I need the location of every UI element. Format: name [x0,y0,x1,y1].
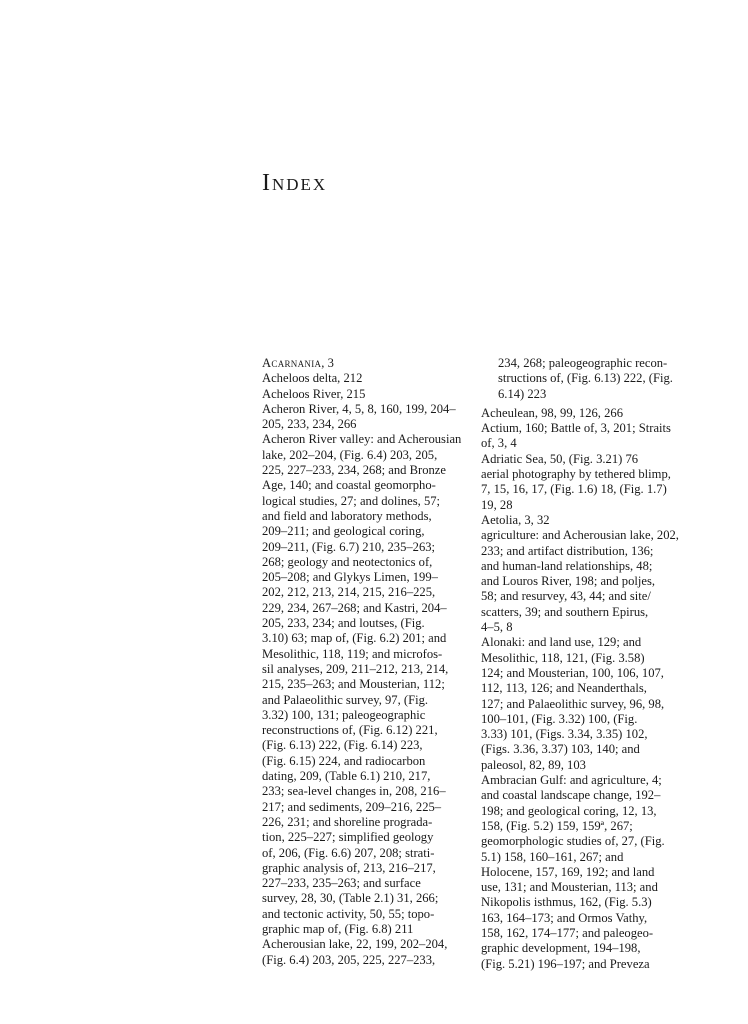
index-entry-line: lake, 202–204, (Fig. 6.4) 203, 205, [262,447,438,462]
index-entry [481,513,697,528]
index-entry-line: 209–211; and geological coring, [262,524,425,539]
index-entry-line: Acheloos delta, 212 [262,371,363,386]
index-entry [262,356,477,371]
index-entry-line: 3.33) 101, (Figs. 3.34, 3.35) 102, [481,727,648,742]
index-entry-line: geomorphologic studies of, 27, (Fig. [481,834,665,849]
index-entry-line: and field and laboratory methods, [262,508,432,523]
index-entry-line: (Fig. 6.4) 203, 205, 225, 227–233, [262,952,436,967]
index-entry-line: 233; sea-level changes in, 208, 216– [262,784,446,799]
index-entry-line: aerial photography by tethered blimp, [481,467,671,482]
index-entry-line: structions of, (Fig. 6.13) 222, (Fig. [498,371,673,386]
index-entry-line: and Palaeolithic survey, 97, (Fig. [262,692,429,707]
index-entry-line: Aetolia, 3, 32 [481,512,550,527]
page-title: Index [262,170,328,196]
index-entry-line: Actium, 160; Battle of, 3, 201; Straits [481,421,671,436]
index-entry-line: 158, 162, 174–177; and paleogeo- [481,925,654,940]
index-entry [481,528,697,635]
index-entry-line: and Louros River, 198; and poljes, [481,574,656,589]
index-entry-line: 198; and geological coring, 12, 13, [481,803,657,818]
index-entry-line: 3.10) 63; map of, (Fig. 6.2) 201; and [262,631,447,646]
index-entry-line: 226, 231; and shoreline prograda- [262,814,433,829]
index-entry-line: 215, 235–263; and Mousterian, 112; [262,677,445,692]
index-entry [262,387,477,402]
index-entry-line: 112, 113, 126; and Neanderthals, [481,681,647,696]
index-entry-line: Acherousian lake, 22, 199, 202–204, [262,937,448,952]
index-entry-line: 7, 15, 16, 17, (Fig. 1.6) 18, (Fig. 1.7) [481,482,667,497]
index-entry-line: 225, 227–233, 234, 268; and Bronze [262,463,446,478]
index-entry-line: Alonaki: and land use, 129; and [481,635,642,650]
index-entry-line: Acheron River valley: and Acherousian [262,432,462,447]
index-entry-line: (Fig. 6.15) 224, and radiocarbon [262,753,426,768]
index-entry-line: 227–233, 235–263; and surface [262,876,421,891]
index-entry-line: dating, 209, (Table 6.1) 210, 217, [262,769,431,784]
index-column-right [481,356,697,972]
index-entry-line: 205, 233, 234, 266 [262,417,357,432]
index-entry-line: 209–211, (Fig. 6.7) 210, 235–263; [262,539,436,554]
index-entry [262,371,477,386]
index-entry-line: Adriatic Sea, 50, (Fig. 3.21) 76 [481,451,639,466]
index-entry-line: 100–101, (Fig. 3.32) 100, (Fig. [481,711,638,726]
index-entry-line: paleosol, 82, 89, 103 [481,757,586,772]
index-entry-line: graphic development, 194–198, [481,941,641,956]
index-entry-line: 205–208; and Glykys Limen, 199– [262,570,438,585]
index-entry-line: (Fig. 6.13) 222, (Fig. 6.14) 223, [262,738,423,753]
index-entry-continuation [481,356,697,402]
index-entry-line: Mesolithic, 118, 121, (Fig. 3.58) [481,650,645,665]
index-entry-line: agriculture: and Acherousian lake, 202, [481,528,679,543]
index-entry-line: Age, 140; and coastal geomorpho- [262,478,436,493]
index-entry-line: Acarnania, 3 [262,356,334,370]
index-entry-line: 158, (Fig. 5.2) 159, 159ª, 267; [481,818,633,833]
index-entry [481,467,697,513]
index-entry [481,421,697,452]
index-entry-line: 163, 164–173; and Ormos Vathy, [481,910,648,925]
index-entry-line: survey, 28, 30, (Table 2.1) 31, 266; [262,891,439,906]
index-entry-line: 268; geology and neotectonics of, [262,554,433,569]
index-entry-line: Acheron River, 4, 5, 8, 160, 199, 204– [262,401,456,416]
index-entry-line: Acheulean, 98, 99, 126, 266 [481,405,623,420]
index-entry-line: 3.32) 100, 131; paleogeographic [262,707,426,722]
index-entry-line: 205, 233, 234; and loutses, (Fig. [262,616,425,631]
index-entry-line: 202, 212, 213, 214, 215, 216–225, [262,585,436,600]
index-entry-line: and tectonic activity, 50, 55; topo- [262,906,435,921]
index-entry-line: and coastal landscape change, 192– [481,788,661,803]
index-entry-line: 4–5, 8 [481,620,513,635]
index-column-left [262,356,477,968]
index-entry-line: sil analyses, 209, 211–212, 213, 214, [262,661,449,676]
index-entry-line: 58; and resurvey, 43, 44; and site/ [481,589,651,604]
index-entry [262,937,477,968]
index-entry-line: and human-land relationships, 48; [481,558,653,573]
index-entry-line: logical studies, 27; and dolines, 57; [262,493,441,508]
index-entry [481,406,697,421]
index-entry-line: Nikopolis isthmus, 162, (Fig. 5.3) [481,895,652,910]
index-entry-line: 5.1) 158, 160–161, 267; and [481,849,624,864]
index-entry [481,452,697,467]
index-entry-line: graphic analysis of, 213, 216–217, [262,860,436,875]
index-entry-line: of, 206, (Fig. 6.6) 207, 208; strati- [262,845,435,860]
index-entry-line: 233; and artifact distribution, 136; [481,543,654,558]
index-entry [262,402,477,433]
index-entry [481,635,697,773]
index-entry-line: 19, 28 [481,497,513,512]
index-entry-line: Mesolithic, 118, 119; and microfos- [262,646,443,661]
index-entry-line: 234, 268; paleogeographic recon- [498,356,668,370]
index-entry-line: Holocene, 157, 169, 192; and land [481,864,655,879]
index-entry-line: scatters, 39; and southern Epirus, [481,604,649,619]
index-entry [481,773,697,972]
index-entry-line: Acheloos River, 215 [262,386,366,401]
index-entry-line: 217; and sediments, 209–216, 225– [262,799,442,814]
index-entry-line: (Figs. 3.36, 3.37) 103, 140; and [481,742,640,757]
index-entry-line: of, 3, 4 [481,436,517,451]
index-entry [262,432,477,937]
index-entry-line: (Fig. 5.21) 196–197; and Preveza [481,956,650,971]
index-entry-line: 124; and Mousterian, 100, 106, 107, [481,665,664,680]
index-entry-line: 229, 234, 267–268; and Kastri, 204– [262,600,447,615]
index-entry-line: Ambracian Gulf: and agriculture, 4; [481,773,662,788]
index-entry-line: 127; and Palaeolithic survey, 96, 98, [481,696,665,711]
index-entry-line: reconstructions of, (Fig. 6.12) 221, [262,723,438,738]
index-entry-line: 6.14) 223 [498,386,547,401]
index-entry-line: graphic map of, (Fig. 6.8) 211 [262,921,414,936]
index-entry-line: use, 131; and Mousterian, 113; and [481,880,658,895]
index-entry-line: tion, 225–227; simplified geology [262,830,434,845]
